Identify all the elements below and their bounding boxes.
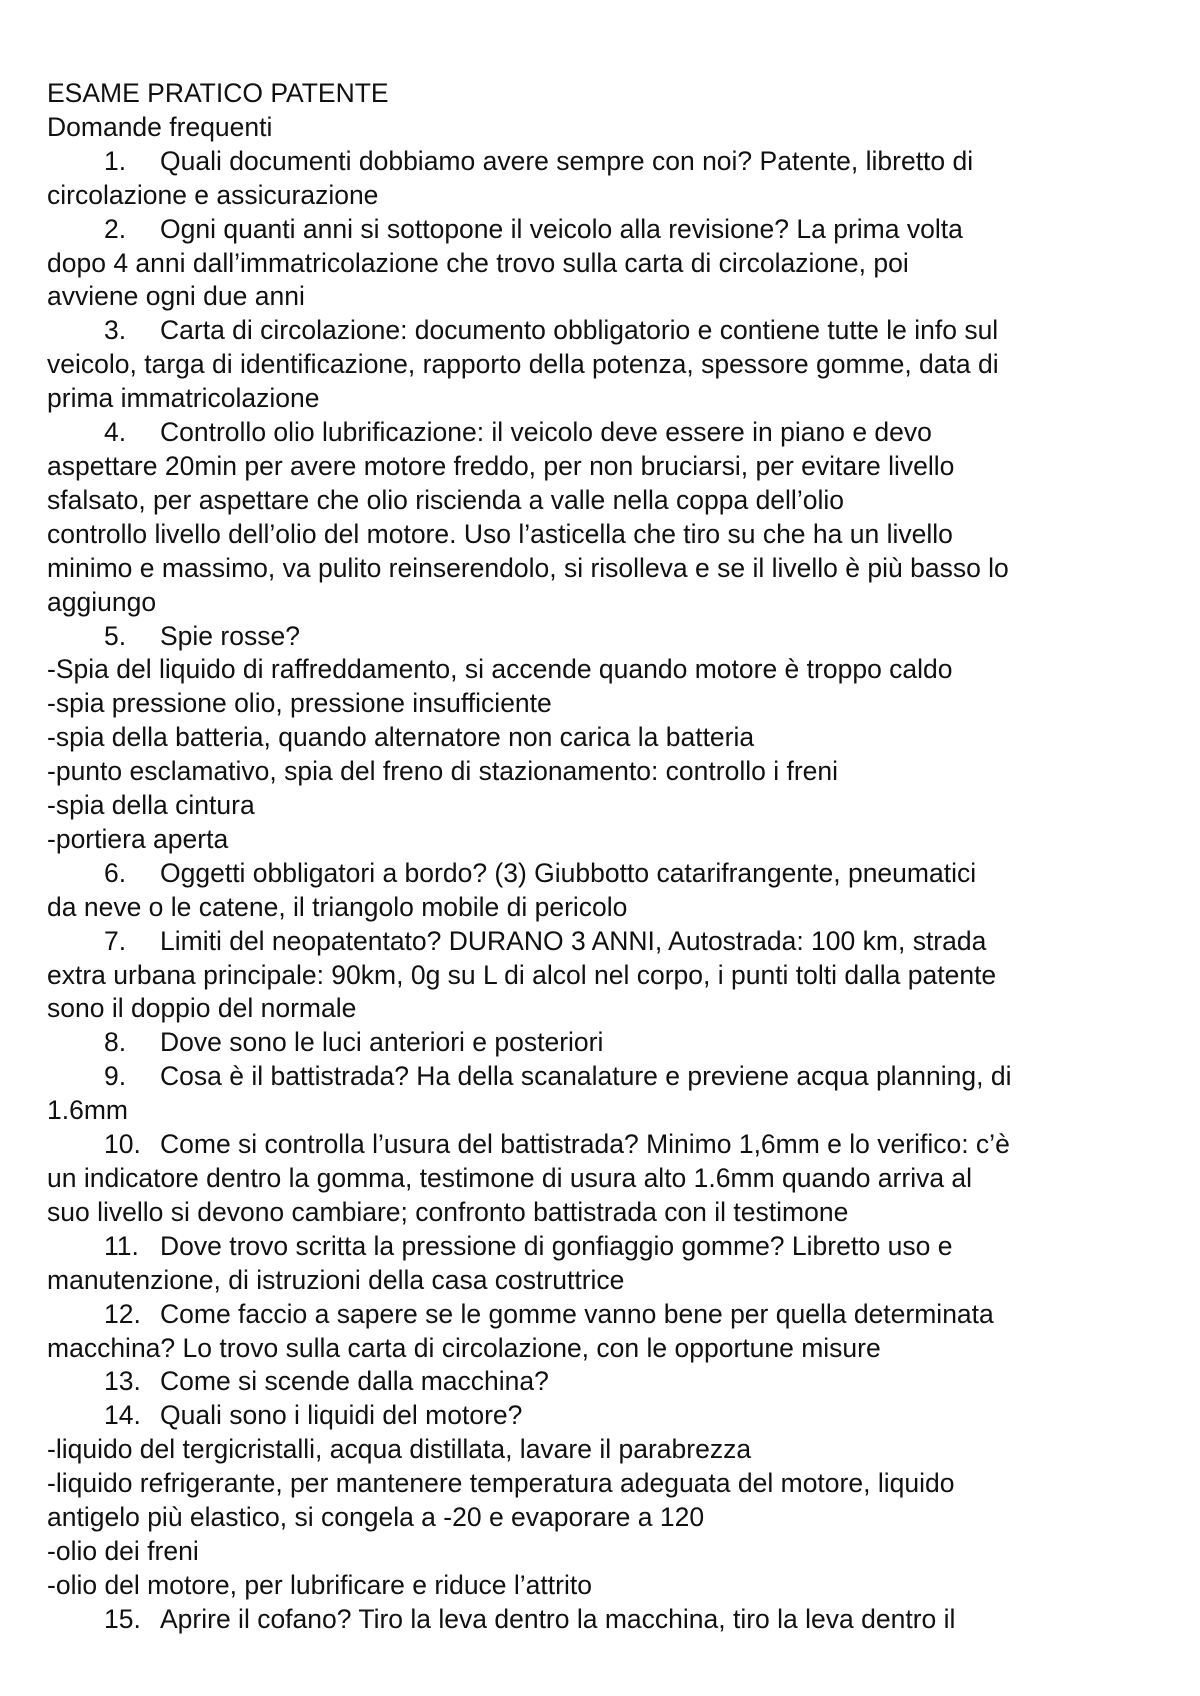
question-8 <box>47 1026 1172 1060</box>
item-number: 2. <box>104 213 127 244</box>
text-line: circolazione e assicurazione <box>47 179 379 210</box>
document-page <box>47 77 1172 1637</box>
question-text: Dove trovo scritta la pressione di gonfiaggio gomme? Libretto uso e <box>160 1230 953 1261</box>
question-9 <box>47 1060 1172 1094</box>
list-item: -liquido refrigerante, per mantenere temperatura adeguata del motore, liquido <box>47 1468 955 1499</box>
list-item: -spia della cintura <box>47 790 255 821</box>
question-text: Come si scende dalla macchina? <box>160 1366 549 1397</box>
item-number: 13. <box>104 1366 141 1397</box>
list-item: -portiera aperta <box>47 823 229 854</box>
question-text: Aprire il cofano? Tiro la leva dentro la macchina, tiro la leva dentro il <box>160 1603 956 1634</box>
list-item: -liquido del tergicristalli, acqua distillata, lavare il parabrezza <box>47 1434 752 1465</box>
item-number: 10. <box>104 1129 141 1160</box>
list-item: -spia pressione olio, pressione insufficiente <box>47 688 552 719</box>
question-11 <box>47 1230 1172 1264</box>
question-14 <box>47 1399 1172 1433</box>
list-item: -olio dei freni <box>47 1535 199 1566</box>
question-13 <box>47 1365 1172 1399</box>
question-text: Spie rosse? <box>160 620 300 651</box>
question-10 <box>47 1128 1172 1162</box>
question-5 <box>47 620 1172 654</box>
text-line: dopo 4 anni dall’immatricolazione che trovo sulla carta di circolazione, poi <box>47 247 909 278</box>
text-line: sfalsato, per aspettare che olio riscienda a valle nella coppa dell’olio <box>47 484 844 515</box>
text-line: suo livello si devono cambiare; confronto battistrada con il testimone <box>47 1196 849 1227</box>
list-item: -Spia del liquido di raffreddamento, si accende quando motore è troppo caldo <box>47 654 953 685</box>
text-line: antigelo più elastico, si congela a -20 e evaporare a 120 <box>47 1502 705 1533</box>
item-number: 12. <box>104 1298 141 1329</box>
question-3 <box>47 314 1172 348</box>
question-12 <box>47 1298 1172 1332</box>
text-line: minimo e massimo, va pulito reinserendolo, si risolleva e se il livello è più basso lo <box>47 552 1009 583</box>
item-number: 5. <box>104 620 127 651</box>
item-number: 9. <box>104 1061 127 1092</box>
item-number: 6. <box>104 857 127 888</box>
text-line: controllo livello dell’olio del motore. Uso l’asticella che tiro su che ha un livello <box>47 518 953 549</box>
question-text: Carta di circolazione: documento obbligatorio e contiene tutte le info sul <box>160 315 999 346</box>
item-number: 4. <box>104 417 127 448</box>
text-line: veicolo, targa di identificazione, rapporto della potenza, spessore gomme, data di <box>47 349 999 380</box>
item-number: 14. <box>104 1400 141 1431</box>
question-6 <box>47 857 1172 891</box>
question-text: Quali documenti dobbiamo avere sempre con noi? Patente, libretto di <box>160 145 974 176</box>
document-title: ESAME PRATICO PATENTE <box>47 78 389 108</box>
text-line: aggiungo <box>47 586 157 617</box>
text-line: sono il doppio del normale <box>47 993 357 1024</box>
text-line: da neve o le catene, il triangolo mobile di pericolo <box>47 891 628 922</box>
question-text: Oggetti obbligatori a bordo? (3) Giubbotto catarifrangente, pneumatici <box>160 857 977 888</box>
document-subtitle: Domande frequenti <box>47 111 273 142</box>
item-number: 1. <box>104 145 127 176</box>
question-1 <box>47 145 1172 179</box>
question-text: Limiti del neopatentato? DURANO 3 ANNI, Autostrada: 100 km, strada <box>160 925 987 956</box>
question-2 <box>47 213 1172 247</box>
question-15 <box>47 1603 1172 1637</box>
question-7 <box>47 925 1172 959</box>
question-text: Quali sono i liquidi del motore? <box>160 1400 523 1431</box>
text-line: macchina? Lo trovo sulla carta di circolazione, con le opportune misure <box>47 1332 881 1363</box>
item-number: 3. <box>104 315 127 346</box>
question-4 <box>47 416 1172 450</box>
text-line: avviene ogni due anni <box>47 281 305 312</box>
question-text: Dove sono le luci anteriori e posteriori <box>160 1027 604 1058</box>
question-text: Controllo olio lubrificazione: il veicolo deve essere in piano e devo <box>160 417 932 448</box>
text-line: prima immatricolazione <box>47 383 320 414</box>
question-text: Come si controlla l’usura del battistrada? Minimo 1,6mm e lo verifico: c’è <box>160 1129 1010 1160</box>
item-number: 11. <box>104 1230 139 1261</box>
list-item: -olio del motore, per lubrificare e riduce l’attrito <box>47 1569 592 1600</box>
question-text: Come faccio a sapere se le gomme vanno bene per quella determinata <box>160 1298 994 1329</box>
item-number: 7. <box>104 925 127 956</box>
list-item: -punto esclamativo, spia del freno di stazionamento: controllo i freni <box>47 756 839 787</box>
question-text: Ogni quanti anni si sottopone il veicolo alla revisione? La prima volta <box>160 213 963 244</box>
text-line: manutenzione, di istruzioni della casa costruttrice <box>47 1264 625 1295</box>
text-line: extra urbana principale: 90km, 0g su L di alcol nel corpo, i punti tolti dalla patente <box>47 959 997 990</box>
list-item: -spia della batteria, quando alternatore non carica la batteria <box>47 722 755 753</box>
text-line: un indicatore dentro la gomma, testimone di usura alto 1.6mm quando arriva al <box>47 1163 973 1193</box>
item-number: 8. <box>104 1027 127 1058</box>
text-line: 1.6mm <box>47 1095 128 1126</box>
text-line: aspettare 20min per avere motore freddo, per non bruciarsi, per evitare livello <box>47 450 955 481</box>
question-text: Cosa è il battistrada? Ha della scanalature e previene acqua planning, di <box>160 1061 1012 1092</box>
item-number: 15. <box>104 1603 141 1634</box>
